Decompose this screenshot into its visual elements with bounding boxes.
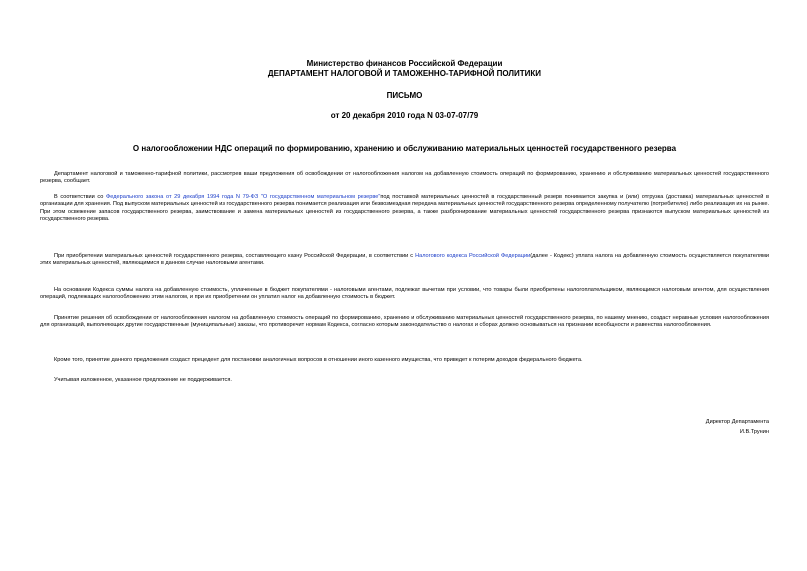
paragraph-intro: Департамент налоговой и таможенно-тарифной политики, рассмотрев ваши предложения об освобождении от налогообложения налогом на добавленную стоимость операций по формированию, хранению и обслуживанию материальных ценностей государственного резерва, сообщает.	[40, 171, 769, 185]
document-subject: О налогообложении НДС операций по формированию, хранению и обслуживанию материальных ценностей государственного резерва	[132, 144, 677, 153]
paragraph-text: под поставкой материальных ценностей в государственный резерв понимается закупка и (или) отгрузка (доставка) материальных ценностей в организации для хранения. Под выпуском материальных ценностей из государственного резерва понимается реализация или безвозмездная передача материальных ценностей государственного резерва определенному получателю (потребителю) либо реализация их на рынке. При этом освежение запасов государственного резерва, заимствование и замена материальных ценностей из государственного резерва, а также разбронирование материальных ценностей государственного резерва признаются выпуском материальных ценностей из государственного резерва.	[40, 194, 770, 222]
paragraph-precedent: Кроме того, принятие данного предложения создаст прецедент для постановки аналогичных вопросов в отношении иного казенного имущества, что приведет к потерям доходов федерального бюджета.	[54, 357, 583, 363]
document-page	[40, 0, 769, 571]
federal-law-link[interactable]: Федерального закона от 29 декабря 1994 года N 79-ФЗ "О государственном материальном резерве"	[106, 194, 381, 200]
paragraph-federal-law	[40, 194, 769, 223]
document-date: от 20 декабря 2010 года N 03-07-07/79	[330, 111, 479, 120]
paragraph-text: При приобретении материальных ценностей государственного резерва, составляющего казну Российской Федерации, в соответствии с	[54, 253, 416, 259]
ministry-title: Министерство финансов Российской Федерации	[306, 59, 503, 68]
paragraph-deductions: На основании Кодекса суммы налога на добавленную стоимость, уплаченные в бюджет покупателями - налоговыми агентами, подлежат вычетам при условии, что товары были приобретены налогоплательщиком, являющимся налоговым агентом, для осуществления операций, подлежащих налогообложению этим налогом, и при их приобретении он уплатил налог на добавленную стоимость в бюджет.	[40, 287, 769, 301]
paragraph-text: (далее - Кодекс) уплата налога на добавленную стоимость осуществляется покупателями этих материальных ценностей, являющимися в данном случае налоговыми агентами.	[40, 253, 769, 267]
tax-code-link[interactable]: Налогового кодекса Российской Федерации	[415, 253, 531, 259]
paragraph-tax-code	[40, 253, 769, 268]
paragraph-conclusion: Учитывая изложенное, указанное предложение не поддерживается.	[54, 377, 232, 383]
signature-name: И.В.Трунин	[739, 429, 769, 435]
paragraph-decision: Принятие решения об освобождении от налогообложения налогом на добавленную стоимость операций по формированию, хранению и обслуживанию материальных ценностей государственного резерва, по нашему мнению, создаст неравные условия налогообложения для организаций, выполняющих другие государственные (муниципальные) заказы, что противоречит нормам Кодекса, согласно которым законодательство о налогах и сборах должно основываться на признании всеобщности и равенства налогообложения.	[40, 315, 769, 329]
paragraph-text: В соответствии со	[54, 194, 106, 200]
department-title: ДЕПАРТАМЕНТ НАЛОГОВОЙ И ТАМОЖЕННО-ТАРИФНОЙ ПОЛИТИКИ	[267, 69, 542, 78]
document-type: ПИСЬМО	[386, 91, 423, 100]
signature-position: Директор Департамента	[705, 419, 769, 425]
